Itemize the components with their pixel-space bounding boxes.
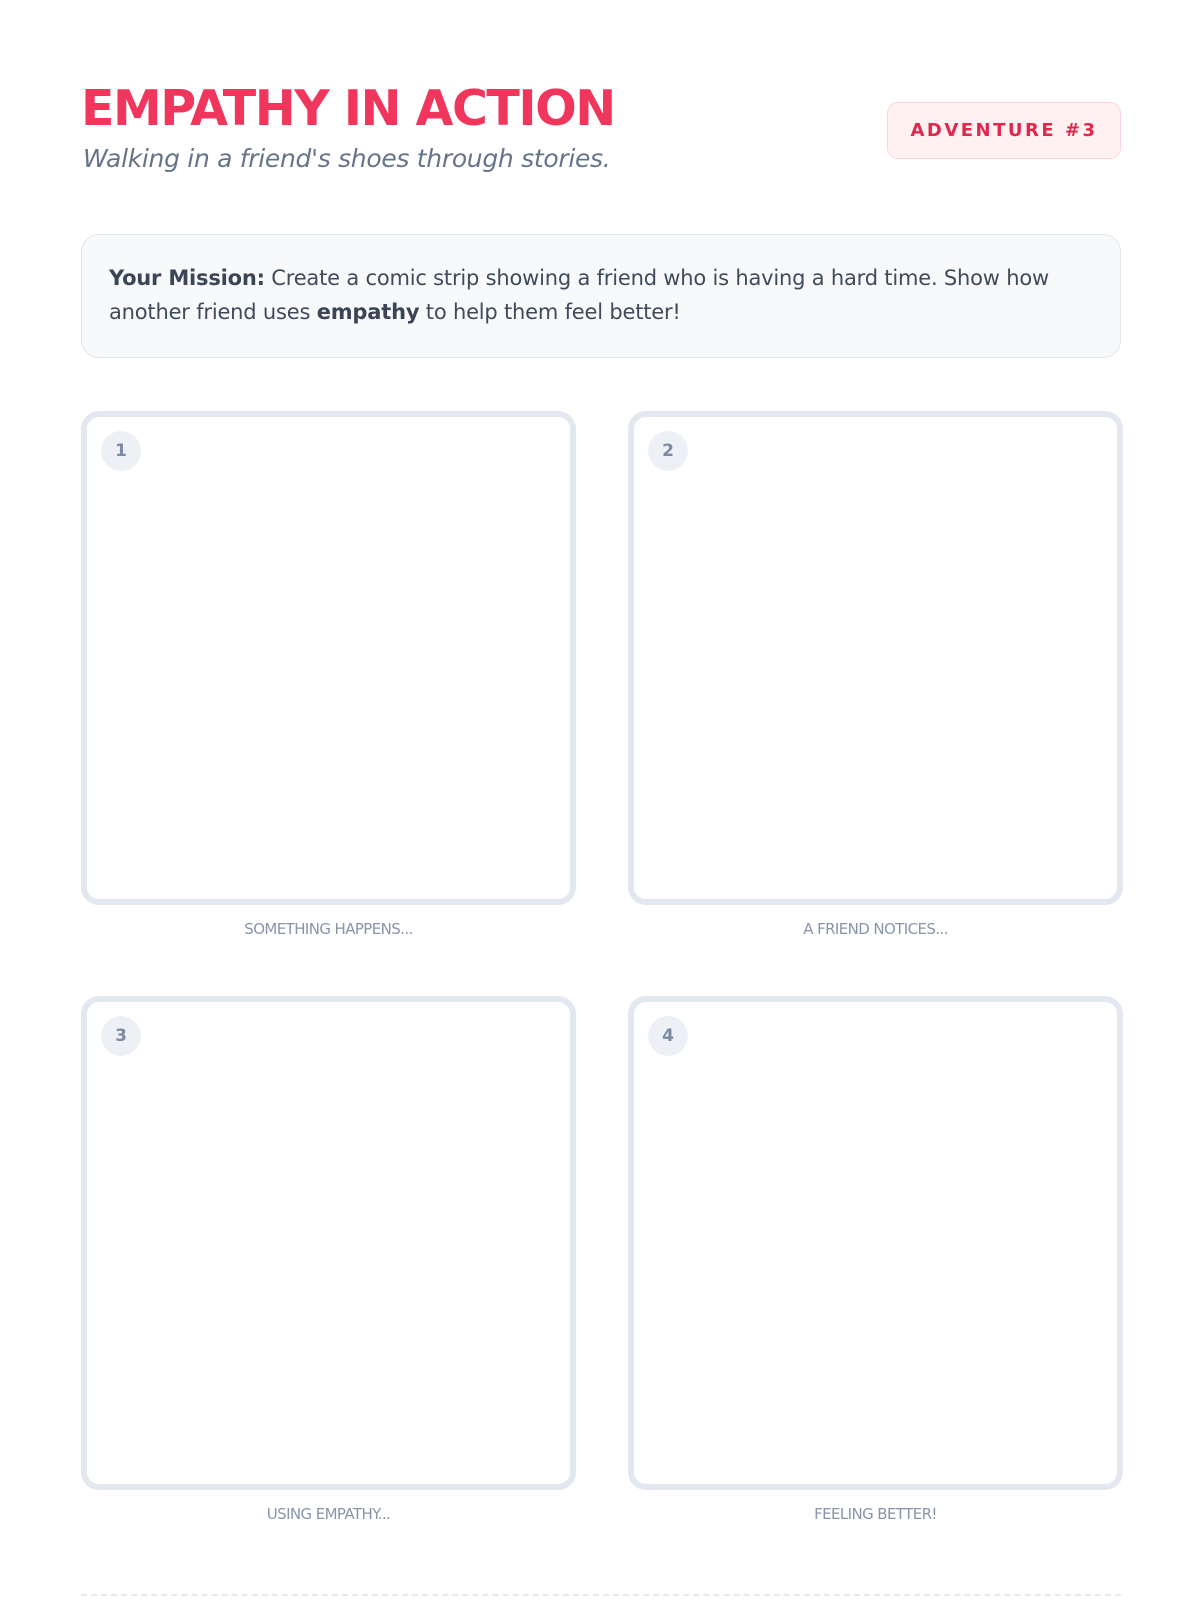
panel-caption: SOMETHING HAPPENS... [244,920,413,938]
panel-caption: FEELING BETTER! [814,1505,937,1523]
mission-text-before: Create a comic strip showing a friend who is having a hard time. Show how another friend uses [109,266,1049,324]
comic-panel-4[interactable] [628,996,1123,1490]
panel-number-badge: 1 [101,431,141,471]
header [81,78,1121,198]
page-subtitle: Walking in a friend's shoes through stories. [83,144,611,173]
footer-divider [81,1594,1121,1596]
comic-panel-1[interactable] [81,411,576,905]
page-title: EMPATHY IN ACTION [81,80,615,137]
adventure-badge: ADVENTURE #3 [887,102,1121,159]
panel-number-badge: 4 [648,1016,688,1056]
panel-caption: A FRIEND NOTICES... [803,920,948,938]
panel-number-badge: 2 [648,431,688,471]
comic-panel-3[interactable] [81,996,576,1490]
mission-emphasis: empathy [316,300,420,324]
mission-label: Your Mission: [109,266,265,290]
comic-panel-2[interactable] [628,411,1123,905]
panel-caption: USING EMPATHY... [266,1505,391,1523]
mission-text-after: to help them feel better! [425,300,681,324]
mission-box [81,234,1121,358]
panel-number-badge: 3 [101,1016,141,1056]
